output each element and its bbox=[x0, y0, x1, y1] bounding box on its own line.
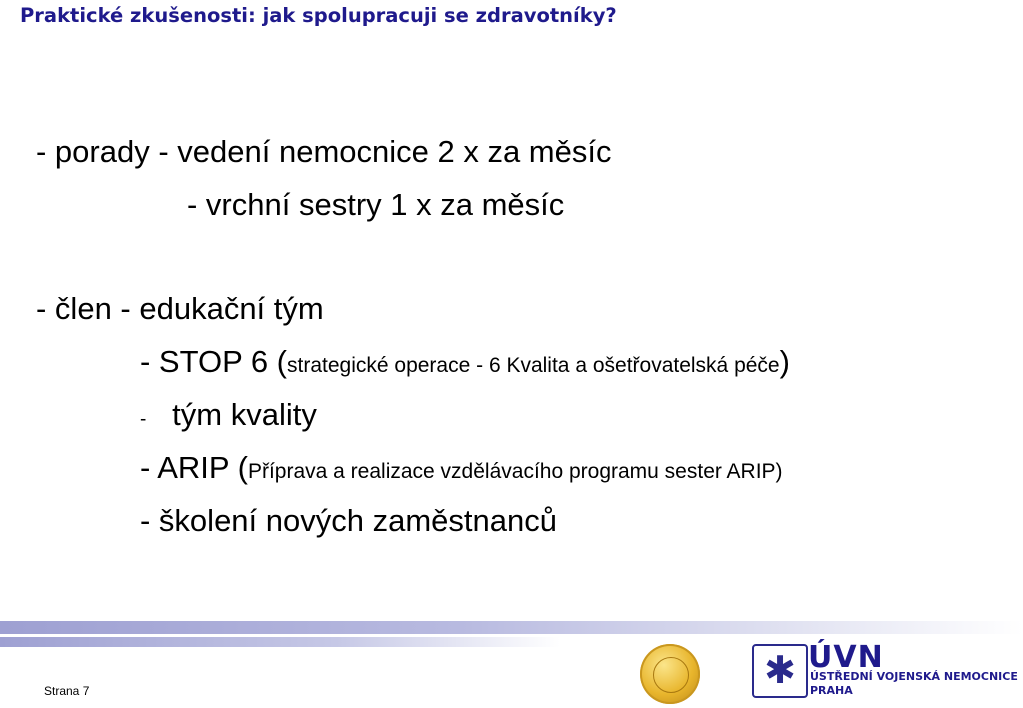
arip-label: - ARIP ( bbox=[140, 450, 248, 485]
page-number: Strana 7 bbox=[44, 684, 90, 698]
star-of-life-icon: ✱ bbox=[764, 650, 796, 692]
org-name-line2: PRAHA bbox=[810, 684, 853, 697]
bullet-skoleni: - školení nových zaměstnanců bbox=[140, 503, 557, 538]
bullet-clen: - člen - edukační tým bbox=[36, 291, 324, 326]
logo-acronym: ÚVN bbox=[808, 640, 884, 675]
tym-kvality-dash: - bbox=[140, 409, 147, 430]
bullet-porady: - porady - vedení nemocnice 2 x za měsíc bbox=[36, 134, 612, 169]
footer-stripe-bottom bbox=[0, 637, 560, 647]
stop6-close: ) bbox=[779, 344, 790, 379]
footer-stripe-top bbox=[0, 621, 1023, 634]
arip-detail: Příprava a realizace vzdělávacího programu sester ARIP) bbox=[247, 460, 783, 483]
org-name-line1: ÚSTŘEDNÍ VOJENSKÁ NEMOCNICE bbox=[810, 670, 1018, 683]
stop6-detail: strategické operace - 6 Kvalita a ošetřovatelská péče bbox=[287, 354, 780, 377]
uvn-logo bbox=[752, 644, 808, 698]
bullet-vrchni-sestry: - vrchní sestry 1 x za měsíc bbox=[187, 187, 565, 222]
accreditation-seal-icon bbox=[640, 644, 700, 704]
bullet-arip bbox=[140, 452, 783, 483]
bullet-tym-kvality bbox=[140, 399, 317, 430]
tym-kvality-label: tým kvality bbox=[172, 397, 317, 432]
bullet-stop6 bbox=[140, 346, 790, 377]
slide-title: Praktické zkušenosti: jak spolupracuji se zdravotníky? bbox=[20, 4, 617, 27]
stop6-label: - STOP 6 ( bbox=[140, 344, 288, 379]
